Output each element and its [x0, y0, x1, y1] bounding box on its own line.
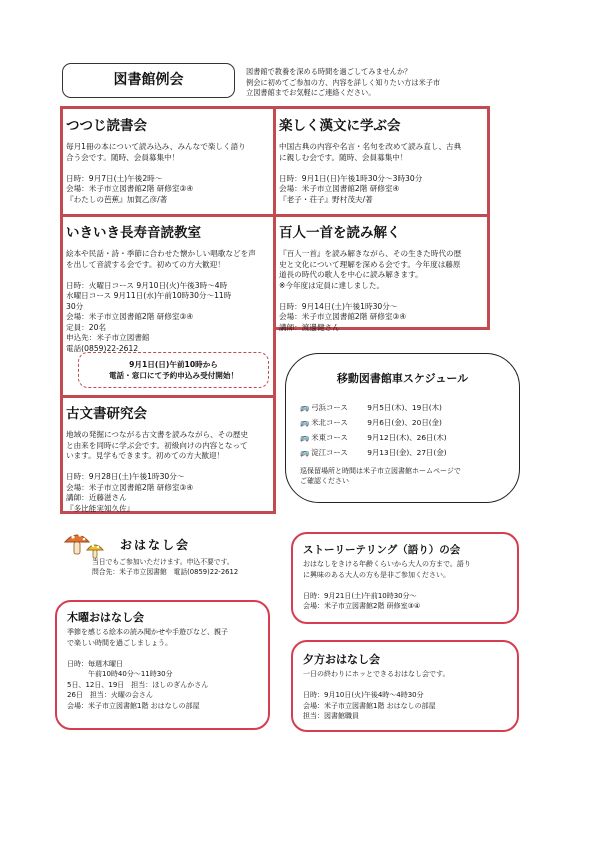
section-title: 百人一首を読み解く [279, 225, 401, 241]
mokuyo-body: 季節を感じる絵本の読み聞かせや手遊びなど、親子 で楽しい時間を過ごしましょう。 日時：毎週木曜日 午前10時40分～11時30分 5日、12日、19日 担当：ほしのぎんかさん 26日 担当：火曜の会さん 会場：米子市立図書館1階 おはなしの部屋 [67, 628, 228, 710]
bus-icon: 🚌 [300, 418, 310, 427]
course-dates: 9月12日(木)、26日(木) [367, 433, 447, 442]
course-dates: 9月6日(金)、20日(金) [367, 418, 442, 427]
section-kanbun [279, 114, 484, 205]
section-body: 絵本や民話・詩・季節に合わせた懐かしい唱歌などを声 を出して音読する会です。初めての方大歓迎！ 日時：火曜日コース 9月10日(火)午後3時～4時 水曜日コース 9月11日(水)午前10時30分～11時 30分 会場：米子市立図書館2階 研修室③④ 定員：20名 申込先：米子市立図書館 電話(0859)22-2612 [66, 249, 256, 353]
section-frame-h2-left [60, 395, 276, 398]
schedule-row [300, 415, 510, 430]
schedule-row [300, 430, 510, 445]
course-name: 米東コース [311, 433, 348, 442]
mushroom-icon [63, 526, 107, 560]
section-body: 毎月1冊の本について読み込み、みんなで楽しく語り 合う会です。随時、会員募集中！ 日時：9月7日(土)午後2時～ 会場：米子市立図書館2階 研修室③④ 『わたしの芭蕉』加賀乙彦/著 [66, 142, 246, 204]
section-hyakunin [279, 221, 484, 333]
ohanashi-subtext: 当日でもご参加いただけます。申込不要です。 問合先：米子市立図書館 電話(0859)22-2612 [92, 558, 239, 576]
page-title: 図書館例会 [62, 63, 235, 98]
ohanashi-heading: おはなし会 [120, 538, 191, 552]
section-komonjo [66, 402, 271, 514]
section-title: 楽しく漢文に学ぶ会 [279, 118, 401, 134]
mokuyo-title: 木曜おはなし会 [67, 611, 144, 624]
section-title: 古文書研究会 [66, 406, 147, 422]
story-box [291, 532, 519, 624]
yugata-box [291, 640, 519, 732]
schedule-row [300, 400, 510, 415]
section-frame-right [487, 106, 490, 330]
reservation-notice: 9月1日(日)午前10時から 電話・窓口にて予約申込み受付開始！ [78, 352, 269, 388]
section-ikiiki [66, 221, 271, 354]
story-title: ストーリーテリング（語り）の会 [303, 544, 461, 556]
section-frame-h1 [60, 214, 490, 217]
mobile-library-note: 巡保留場所と時間は米子市立図書館ホームページで ご確認ください [300, 467, 461, 485]
bus-icon: 🚌 [300, 448, 310, 457]
section-body: 中国古典の内容や名言・名句を改めて読み直し、古典 に親しむ会です。随時、会員募集中！ 日時：9月1日(日)午後1時30分～3時30分 会場：米子市立図書館2階 研修室④ 『老子・荘子』野村茂夫/著 [279, 142, 462, 204]
section-frame-mid-v [273, 106, 276, 514]
course-name: 淀江コース [311, 448, 348, 457]
bus-icon: 🚌 [300, 433, 310, 442]
mobile-library-schedule [300, 400, 510, 460]
yugata-body: 一日の終わりにホッとできるおはなし会です。 日時：9月10日(火)午後4時～4時30分 会場：米子市立図書館1階 おはなしの部屋 担当：図書館職員 [303, 670, 450, 720]
section-tsutsuji [66, 114, 271, 205]
schedule-row [300, 445, 510, 460]
yugata-title: 夕方おはなし会 [303, 653, 380, 666]
section-body: 地域の発掘につながる古文書を読みながら、その歴史 と由来を同時に学ぶ会です。初級向けの内容となって います。見学もできます。初めての方大歓迎！ 日時：9月28日(土)午後1時30分～ 会場：米子市立図書館2階 研修室③④ 講師：近藤滋さん 『多比能実知久佐』 [66, 430, 249, 513]
bus-icon: 🚌 [300, 403, 310, 412]
mokuyo-box [55, 600, 270, 730]
course-name: 弓浜コース [311, 403, 348, 412]
course-name: 米北コース [311, 418, 348, 427]
mobile-library-title: 移動図書館車スケジュール [336, 372, 469, 385]
course-dates: 9月5日(木)、19日(木) [367, 403, 442, 412]
section-frame-left [60, 106, 63, 514]
intro-text: 図書館で教養を深める時間を過ごしてみませんか？ 例会に初めてご参加の方、内容を詳しく知りたい方は米子市 立図書館までお気軽にご連絡ください。 [246, 67, 441, 97]
section-body: 『百人一首』を読み解きながら、その生きた時代の歴 史と文化について理解を深める会です。今年度は藤原 道長の時代の歌人を中心に読み解きます。 ※今年度は定員に達しました。 日時：9月14日(土)午後1時30分～ 会場：米子市立図書館2階 研修室③④ 講師：渡邊健さん [279, 249, 462, 332]
section-title: つつじ読書会 [66, 118, 147, 134]
story-body: おはなしをきける年齢くらいから大人の方まで。語り に興味のある大人の方も是非ご参加ください。 日時：9月21日(土)午前10時30分～ 会場：米子市立図書館2階 研修室③④ [303, 560, 471, 610]
mobile-library-box [285, 353, 520, 503]
course-dates: 9月13日(金)、27日(金) [367, 448, 447, 457]
section-title: いきいき長寿音読教室 [66, 225, 201, 241]
